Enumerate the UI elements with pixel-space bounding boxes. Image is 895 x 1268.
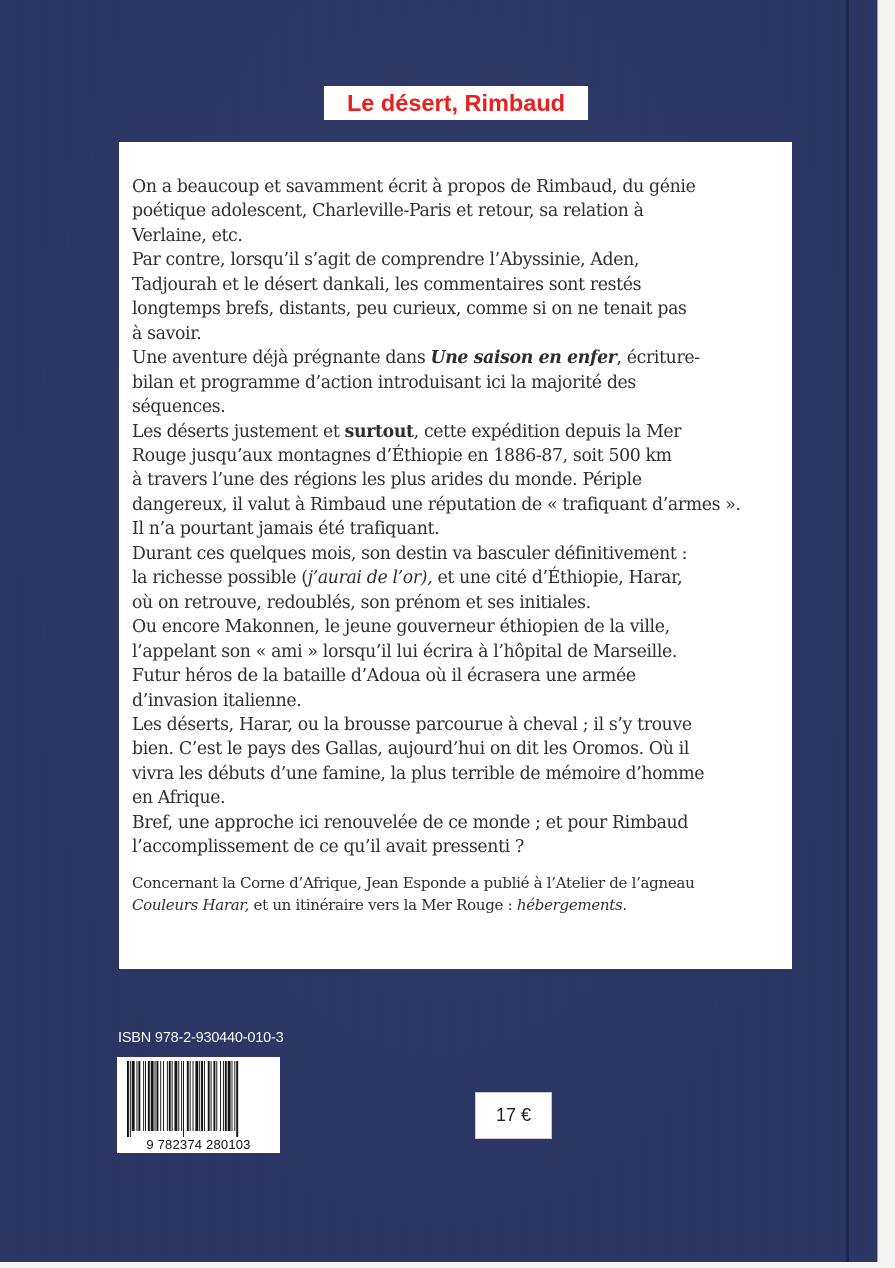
blurb-line: Par contre, lorsqu’il s’agit de comprendre l’Abyssinie, Aden, [132,250,640,271]
blurb-span: Les déserts justement et [132,421,345,442]
barcode-bar [187,1061,189,1131]
barcode-bar [236,1061,238,1137]
barcode-bar [216,1061,217,1131]
note-span: . [622,896,627,914]
blurb-span: et une cité d’Éthiopie, Harar, [432,568,683,589]
blurb-span: Une aventure déjà prégnante dans [132,348,431,369]
isbn-label: ISBN 978-2-930440-010-3 [118,1030,284,1046]
book-reference: hébergements [516,896,623,914]
barcode-bar [211,1061,212,1131]
blurb-line: Ou encore Makonnen, le jeune gouverneur éthiopien de la ville, [132,617,670,638]
blurb-line: dangereux, il valut à Rimbaud une réputation de « trafiquant d’armes ». [132,494,741,515]
blurb-line: Il n’a pourtant jamais été trafiquant. [132,519,440,540]
barcode-bar [172,1061,173,1131]
blurb-line: Durant ces quelques mois, son destin va basculer définitivement : [132,543,688,564]
barcode-bar [201,1061,203,1131]
barcode-bar [169,1061,171,1131]
blurb-line: bien. C’est le pays des Gallas, aujourd’hui on dit les Oromos. Où il [132,739,690,760]
blurb-line: Futur héros de la bataille d’Adoua où il écrasera une armée [132,666,636,687]
barcode-bar [130,1061,131,1137]
book-reference: Une saison en enfer [430,348,617,369]
barcode-bar [137,1061,138,1131]
blurb-text [132,175,782,860]
barcode-bar [199,1061,200,1131]
blurb-line [132,420,782,444]
barcode-bar [223,1061,224,1131]
blurb-line: Verlaine, etc. [132,225,243,246]
blurb-line: où on retrouve, redoublés, son prénom et ses initiales. [132,592,591,613]
barcode-bar [178,1061,179,1131]
blurb-line: séquences. [132,397,226,418]
blurb-line: vivra les débuts d’une famine, la plus terrible de mémoire d’homme [132,763,705,784]
barcode-bar [148,1061,150,1131]
barcode-bar [145,1061,146,1131]
blurb-line: poétique adolescent, Charleville-Paris et retour, sa relation à [132,201,644,222]
blurb-line: d’invasion italienne. [132,690,302,711]
barcode-bar [208,1061,210,1131]
blurb-line: bilan et programme d’action introduisant ici la majorité des [132,372,636,393]
barcode-bar [156,1061,158,1131]
blurb-span: , cette expédition depuis la Mer [413,421,682,442]
barcode [117,1057,280,1153]
emphasis-bold: surtout [344,421,414,442]
barcode-bar [190,1061,191,1131]
barcode-bar [127,1061,129,1137]
barcode-bar [155,1061,156,1131]
barcode-bar [167,1061,168,1131]
blurb-line [132,566,782,590]
price-tag: 17 € [475,1092,552,1139]
blurb-line: en Afrique. [132,788,226,809]
barcode-bar [225,1061,227,1131]
barcode-bar [213,1061,215,1131]
note-line [132,894,787,916]
blurb-line: l’appelant son « ami » lorsqu’il lui écrira à l’hôpital de Marseille. [132,641,678,662]
emphasis-italic: j’aurai de l’or), [307,568,433,589]
blurb-line: Rouge jusqu’aux montagnes d’Éthiopie en 1886-87, soit 500 km [132,445,672,466]
barcode-bar [132,1061,135,1131]
blurb-panel [119,142,792,969]
barcode-bar [228,1061,231,1131]
barcode-digits: 9 782374 280103 [146,1137,251,1152]
book-title: Le désert, Rimbaud [324,86,588,120]
note-span: et un itinéraire vers la Mer Rouge : [249,896,517,914]
note-line: Concernant la Corne d’Afrique, Jean Esponde a publié à l’Atelier de l’agneau [132,874,695,892]
barcode-bar [220,1061,221,1131]
barcode-bar [234,1061,235,1131]
author-note [132,872,787,916]
barcode-bar [175,1061,178,1131]
blurb-line: Bref, une approche ici renouvelée de ce monde ; et pour Rimbaud [132,812,689,833]
blurb-line: On a beaucoup et savamment écrit à propos de Rimbaud, du génie [132,177,696,197]
blurb-line: Les déserts, Harar, ou la brousse parcourue à cheval ; il s’y trouve [132,714,692,735]
barcode-bar [204,1061,205,1131]
blurb-line [132,346,782,370]
barcode-bar [160,1061,161,1131]
blurb-line: à savoir. [132,323,202,344]
barcode-bar [163,1061,164,1131]
barcode-bar [143,1061,144,1131]
barcode-bar [232,1061,233,1131]
barcode-bar [151,1061,154,1131]
blurb-line: à travers l’une des régions les plus arides du monde. Périple [132,470,642,491]
blurb-span: , écriture- [616,348,700,369]
blurb-line: longtemps brefs, distants, peu curieux, comme si on ne tenait pas [132,299,687,320]
barcode-bar [193,1061,194,1131]
blurb-line: l’accomplissement de ce qu’il avait pressenti ? [132,837,524,858]
spine-edge [846,0,849,1262]
book-reference: Couleurs Harar, [132,896,250,914]
barcode-bar [195,1061,198,1131]
blurb-line: Tadjourah et le désert dankali, les commentaires sont restés [132,274,642,295]
barcode-bars [121,1061,276,1137]
barcode-bar [181,1061,182,1131]
blurb-span: la richesse possible ( [132,568,308,589]
barcode-bar [183,1061,184,1137]
barcode-bar [138,1061,140,1131]
